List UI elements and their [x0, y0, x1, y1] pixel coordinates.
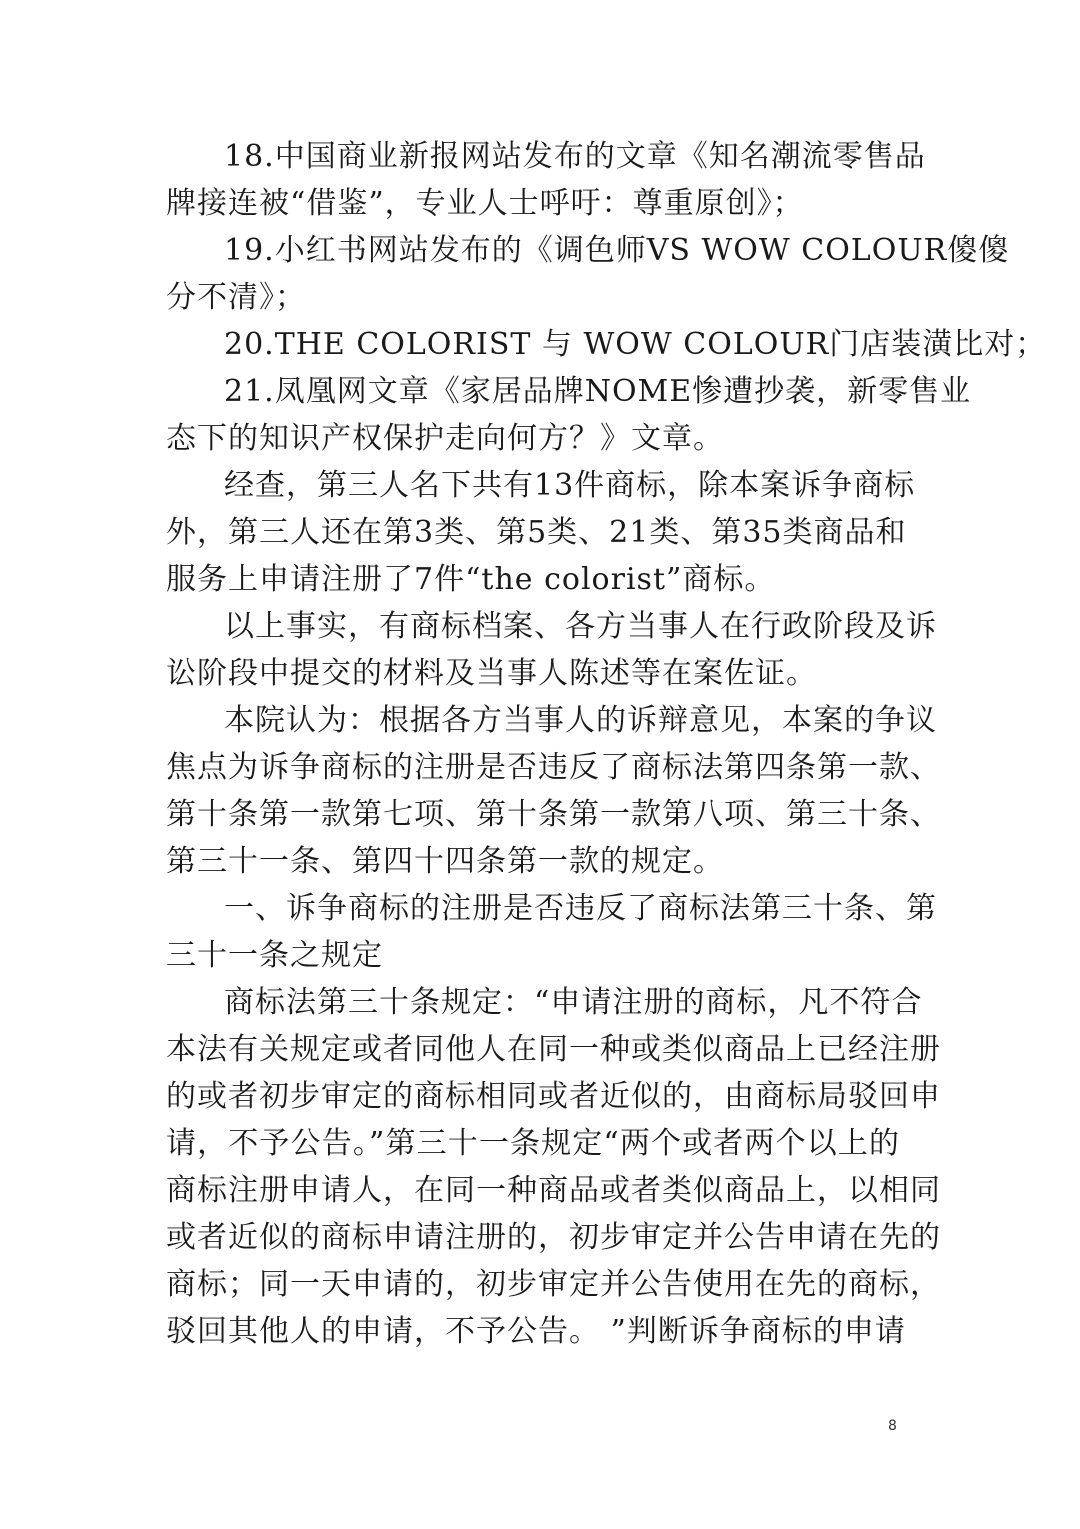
text-line: 驳回其他人的申请，不予公告。 ”判断诉争商标的申请	[166, 1314, 906, 1349]
paragraph-item-21	[166, 368, 972, 462]
paragraph-item-20	[166, 321, 1047, 368]
text-line: 第十条第一款第七项、第十条第一款第八项、第三十条、	[166, 797, 941, 832]
text-line: 21.凤凰网文章《家居品牌NOME惨遭抄袭，新零售业	[224, 374, 972, 409]
text-line: 本院认为：根据各方当事人的诉辩意见，本案的争议	[224, 703, 937, 738]
text-line: 经查，第三人名下共有13件商标，除本案诉争商标	[224, 468, 916, 503]
paragraph-statute	[166, 979, 941, 1355]
section-heading-1	[166, 885, 937, 979]
text-line: 18.中国商业新报网站发布的文章《知名潮流零售品	[224, 139, 926, 174]
text-line: 商标注册申请人，在同一种商品或者类似商品上，以相同	[166, 1173, 941, 1208]
paragraph-finding	[166, 462, 916, 603]
text-line: 服务上申请注册了7件“the colorist”商标。	[166, 562, 776, 597]
text-line: 本法有关规定或者同他人在同一种或类似商品上已经注册	[166, 1032, 941, 1067]
paragraph-item-19	[166, 227, 1010, 321]
text-line: 三十一条之规定	[166, 938, 383, 973]
text-line: 牌接连被“借鉴”，专业人士呼吁：尊重原创》；	[166, 186, 804, 221]
text-line: 以上事实，有商标档案、各方当事人在行政阶段及诉	[224, 609, 937, 644]
text-line: 第三十一条、第四十四条第一款的规定。	[166, 844, 724, 879]
page-number: 8	[888, 1418, 897, 1434]
text-line: 一、诉争商标的注册是否违反了商标法第三十条、第	[224, 891, 937, 926]
text-line: 焦点为诉争商标的注册是否违反了商标法第四条第一款、	[166, 750, 941, 785]
text-line: 20.THE COLORIST 与 WOW COLOUR门店装潢比对；	[224, 327, 1047, 362]
text-line: 19.小红书网站发布的《调色师VS WOW COLOUR傻傻	[224, 233, 1010, 268]
text-line: 的或者初步审定的商标相同或者近似的，由商标局驳回申	[166, 1079, 941, 1114]
text-line: 讼阶段中提交的材料及当事人陈述等在案佐证。	[166, 656, 817, 691]
paragraph-item-18	[166, 133, 926, 227]
text-line: 商标法第三十条规定：“申请注册的商标，凡不符合	[224, 985, 923, 1020]
paragraph-court-opinion	[166, 697, 941, 885]
document-body	[166, 133, 1047, 1355]
text-line: 或者近似的商标申请注册的，初步审定并公告申请在先的	[166, 1220, 941, 1255]
text-line: 请，不予公告。”第三十一条规定“两个或者两个以上的	[166, 1126, 900, 1161]
text-line: 分不清》；	[166, 280, 306, 315]
paragraph-evidence	[166, 603, 937, 697]
text-line: 态下的知识产权保护走向何方？》文章。	[166, 421, 724, 456]
text-line: 外，第三人还在第3类、第5类、21类、第35类商品和	[166, 515, 907, 550]
text-line: 商标；同一天申请的，初步审定并公告使用在先的商标，	[166, 1267, 941, 1302]
